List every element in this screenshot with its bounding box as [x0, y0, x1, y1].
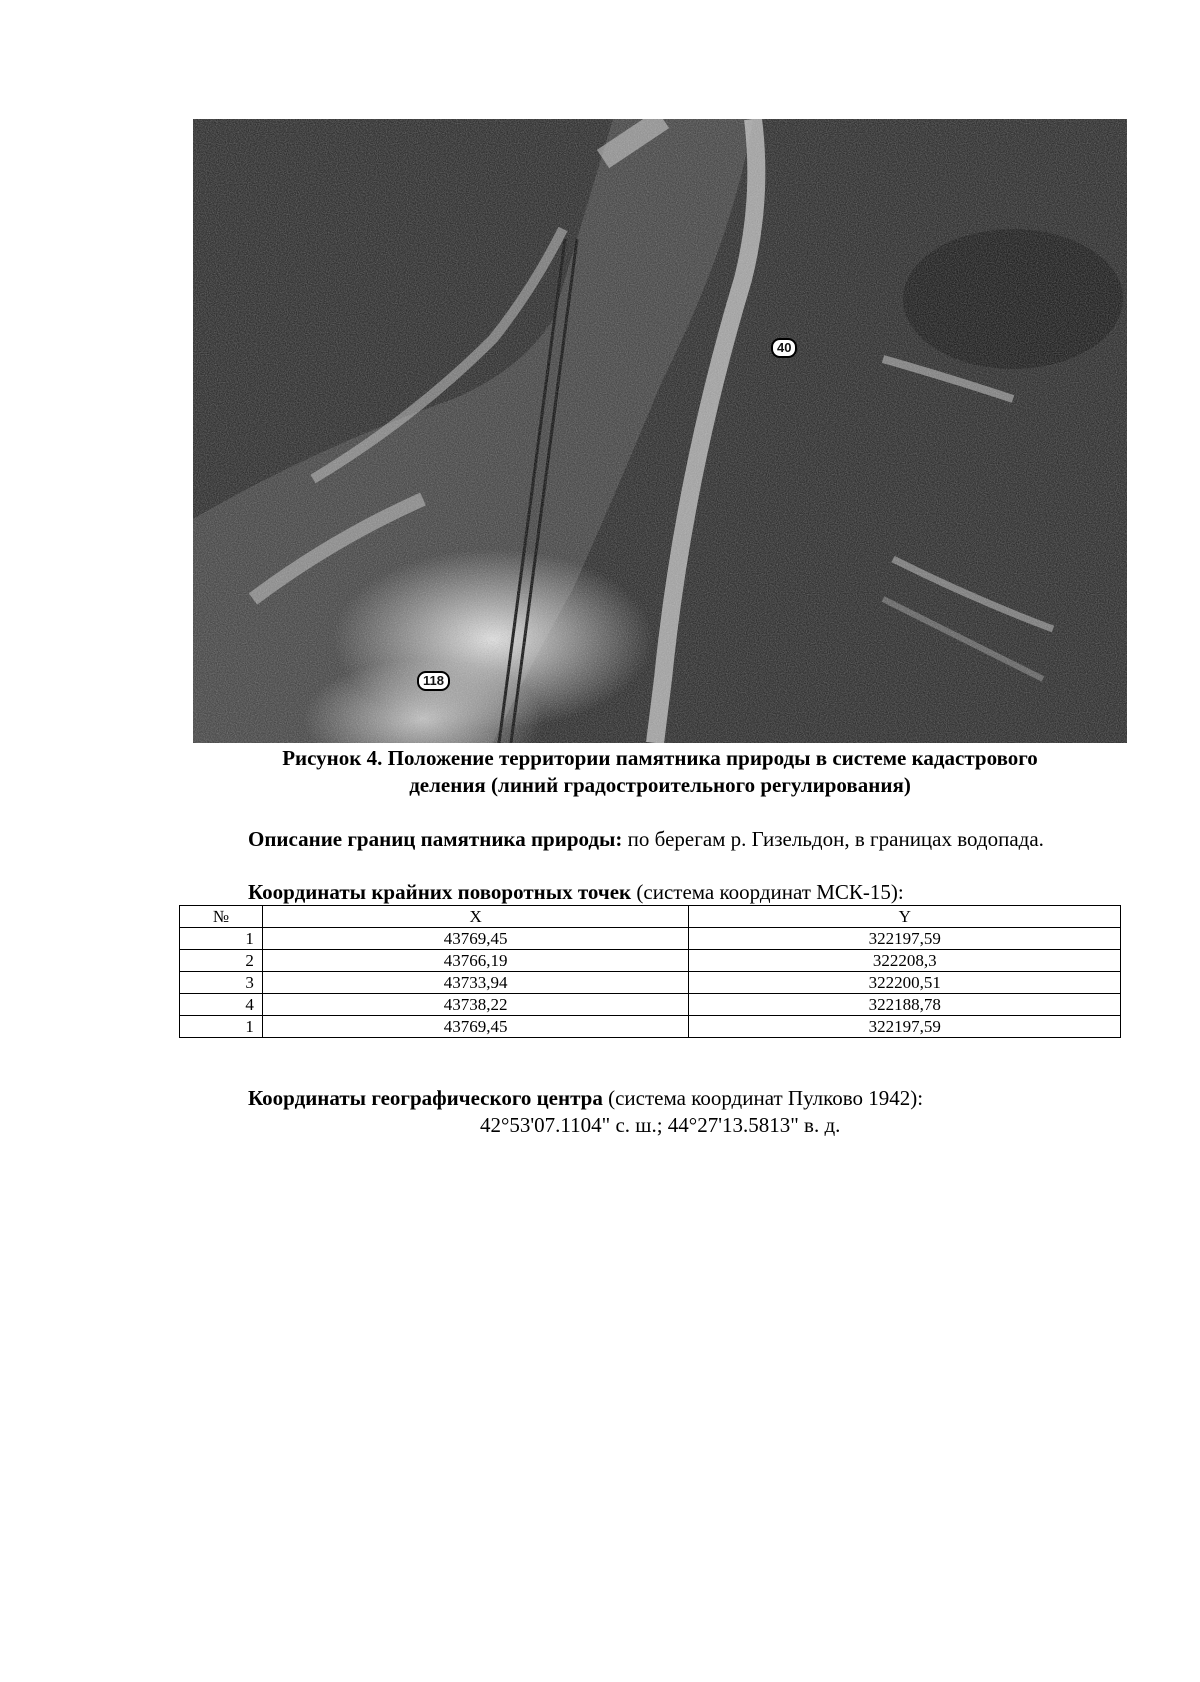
aerial-photo-image [193, 119, 1127, 743]
table-header-row [180, 906, 1121, 928]
x-value: 43738,22 [262, 994, 689, 1016]
caption-line-2: деления (линий градостроительного регулирования) [409, 773, 911, 797]
table-row [180, 972, 1121, 994]
y-value: 322197,59 [689, 1016, 1121, 1038]
coordinates-heading [248, 880, 904, 905]
x-value: 43766,19 [262, 950, 689, 972]
y-value: 322188,78 [689, 994, 1121, 1016]
boundary-description-text: по берегам р. Гизельдон, в границах водопада. [622, 827, 1044, 851]
column-header-y: Y [689, 906, 1121, 928]
point-number: 1 [180, 928, 263, 950]
table-row [180, 1016, 1121, 1038]
x-value: 43769,45 [262, 1016, 689, 1038]
coordinates-table [179, 905, 1121, 1038]
caption-line-1: Рисунок 4. Положение территории памятника природы в системе кадастрового [282, 746, 1038, 770]
point-number: 2 [180, 950, 263, 972]
map-label-40: 40 [771, 338, 797, 358]
geo-center-heading-rest: (система координат Пулково 1942): [602, 1086, 924, 1110]
geo-center-value: 42°53'07.1104" с. ш.; 44°27'13.5813" в. д. [480, 1113, 841, 1137]
geo-center-heading [248, 1085, 923, 1111]
aerial-photo [193, 119, 1127, 743]
point-number: 1 [180, 1016, 263, 1038]
table-row [180, 994, 1121, 1016]
point-number: 3 [180, 972, 263, 994]
point-number: 4 [180, 994, 263, 1016]
boundary-description [186, 826, 1130, 853]
geo-center-heading-bold: Координаты географического центра [248, 1086, 603, 1110]
y-value: 322208,3 [689, 950, 1121, 972]
column-header-x: X [262, 906, 689, 928]
x-value: 43733,94 [262, 972, 689, 994]
y-value: 322197,59 [689, 928, 1121, 950]
table-row [180, 928, 1121, 950]
x-value: 43769,45 [262, 928, 689, 950]
boundary-description-label: Описание границ памятника природы: [248, 827, 623, 851]
map-label-118: 118 [417, 671, 450, 691]
coordinates-heading-bold: Координаты крайних поворотных точек [248, 880, 632, 904]
coordinates-heading-rest: (система координат МСК-15): [631, 880, 904, 904]
column-header-number: № [180, 906, 263, 928]
table-row [180, 950, 1121, 972]
y-value: 322200,51 [689, 972, 1121, 994]
figure-caption [190, 745, 1130, 799]
